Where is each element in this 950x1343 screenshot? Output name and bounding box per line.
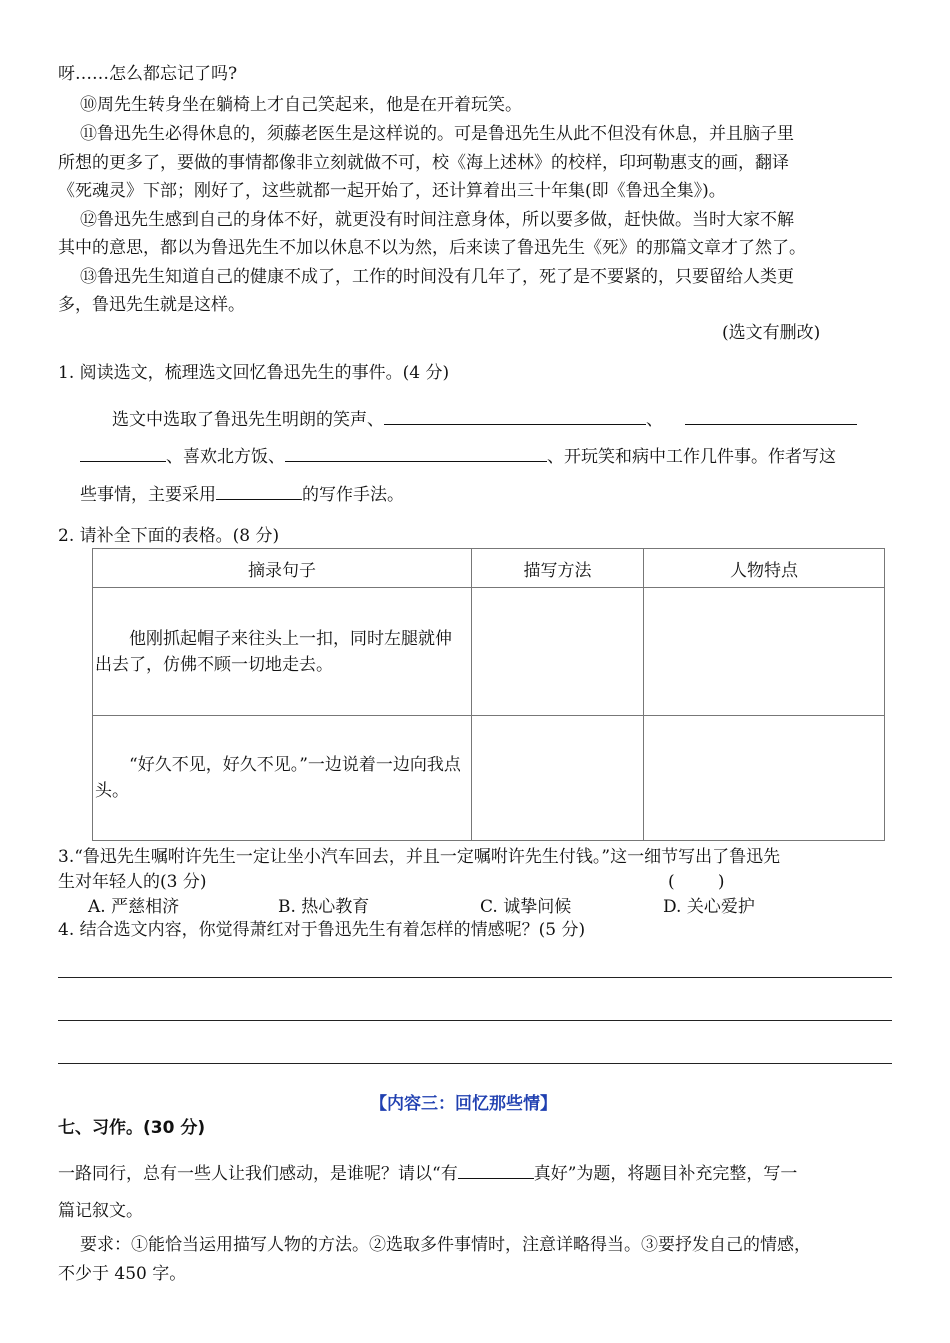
- section-heading: 【内容三：回忆那些情】: [370, 1094, 557, 1114]
- q4-stem: 4. 结合选文内容，你觉得萧红对于鲁迅先生有着怎样的情感呢？(5 分): [58, 920, 586, 940]
- table-cell-trait-2[interactable]: [644, 716, 885, 841]
- q1-line2-end: 、开玩笑和病中工作几件事。作者写这: [547, 447, 836, 467]
- q2-table: [92, 548, 885, 841]
- q7-prompt-b: 真好”为题，将题目补充完整，写一: [533, 1164, 798, 1184]
- q7-requirements-line1: 要求：①能恰当运用描写人物的方法。②选取多件事情时，注意详略得当。③要抒发自己的情感，: [80, 1235, 811, 1255]
- q3-option-d[interactable]: D. 关心爱护: [663, 897, 755, 917]
- q1-line1-prefix: 选文中选取了鲁迅先生明朗的笑声、: [112, 410, 384, 430]
- table-header-row: [93, 549, 885, 588]
- q7-title: 七、习作。(30 分): [58, 1118, 206, 1138]
- passage-paragraph-11-line1: ⑪鲁迅先生必得休息的，须藤老医生是这样说的。可是鲁迅先生从此不但没有休息，并且脑子里: [80, 124, 794, 144]
- q1-line3: [80, 481, 404, 505]
- table-row: [93, 588, 885, 716]
- table-row: [93, 716, 885, 841]
- q1-sep: 、: [646, 410, 663, 430]
- passage-paragraph-13-line1: ⑬鲁迅先生知道自己的健康不成了，工作的时间没有几年了，死了是不要紧的，只要留给人类更: [80, 267, 794, 287]
- q4-answer-line-3[interactable]: [58, 1063, 892, 1064]
- q3-answer-bracket[interactable]: ( ): [668, 872, 725, 892]
- q4-answer-line-2[interactable]: [58, 1020, 892, 1021]
- q3-stem-line1: 3.“鲁迅先生嘱咐许先生一定让坐小汽车回去，并且一定嘱咐许先生付钱。”这一细节写出了鲁迅先: [58, 847, 781, 867]
- q3-option-a[interactable]: A. 严慈相济: [88, 897, 180, 917]
- q1-stem: 1. 阅读选文，梳理选文回忆鲁迅先生的事件。(4 分): [58, 363, 450, 383]
- q7-prompt-line2: 篇记叙文。: [58, 1201, 143, 1221]
- table-sentence-2: “好久不见，好久不见。”一边说着一边向我点头。: [95, 755, 461, 801]
- q7-requirements-line2: 不少于 450 字。: [58, 1264, 187, 1284]
- q7-title-blank[interactable]: [458, 1160, 534, 1179]
- passage-paragraph-11-line2: 所想的更多了，要做的事情都像非立刻就做不可，校《海上述林》的校样，印珂勒惠支的画，翻译: [58, 153, 789, 173]
- q1-line3-suffix: 的写作手法。: [302, 485, 404, 505]
- q1-blank-1[interactable]: [384, 406, 646, 425]
- table-cell-sentence: [93, 588, 472, 716]
- q2-stem: 2. 请补全下面的表格。(8 分): [58, 526, 280, 546]
- passage-paragraph-12-line2: 其中的意思，都以为鲁迅先生不加以休息不以为然，后来读了鲁迅先生《死》的那篇文章才了然了。: [58, 238, 806, 258]
- table-cell-sentence: [93, 716, 472, 841]
- q1-line2-mid: 、喜欢北方饭、: [166, 447, 285, 467]
- q3-stem-line2: 生对年轻人的(3 分): [58, 872, 207, 892]
- table-header-trait: 人物特点: [644, 549, 885, 588]
- q3-option-c[interactable]: C. 诚挚问候: [480, 897, 572, 917]
- table-header-method: 描写方法: [472, 549, 644, 588]
- q1-line2: [80, 443, 836, 467]
- passage-paragraph-13-line2: 多，鲁迅先生就是这样。: [58, 295, 245, 315]
- q1-line3-prefix: 些事情，主要采用: [80, 485, 216, 505]
- table-header-sentence: 摘录句子: [93, 549, 472, 588]
- q3-option-b[interactable]: B. 热心教育: [278, 897, 370, 917]
- q1-blank-3[interactable]: [285, 443, 547, 462]
- passage-paragraph-12-line1: ⑫鲁迅先生感到自己的身体不好，就更没有时间注意身体，所以要多做，赶快做。当时大家不解: [80, 210, 794, 230]
- q7-prompt-a: 一路同行，总有一些人让我们感动，是谁呢？请以“有: [58, 1164, 458, 1184]
- q1-line1: [112, 406, 857, 430]
- passage-paragraph-11-line3: 《死魂灵》下部；刚好了，这些就都一起开始了，还计算着出三十年集(即《鲁迅全集》)。: [58, 181, 726, 201]
- q1-blank-2a[interactable]: [685, 406, 857, 425]
- passage-line: 呀……怎么都忘记了吗?: [58, 64, 238, 84]
- q4-answer-line-1[interactable]: [58, 977, 892, 978]
- table-sentence-1: 他刚抓起帽子来往头上一扣，同时左腿就伸出去了，仿佛不顾一切地走去。: [95, 628, 452, 675]
- q1-blank-4[interactable]: [216, 481, 302, 500]
- q1-blank-2b[interactable]: [80, 443, 166, 462]
- passage-paragraph-10: ⑩周先生转身坐在躺椅上才自己笑起来，他是在开着玩笑。: [80, 95, 522, 115]
- table-cell-trait-1[interactable]: [644, 588, 885, 716]
- table-cell-method-1[interactable]: [472, 588, 644, 716]
- q7-prompt-line1: [58, 1160, 797, 1184]
- source-note: (选文有删改): [722, 323, 821, 343]
- table-cell-method-2[interactable]: [472, 716, 644, 841]
